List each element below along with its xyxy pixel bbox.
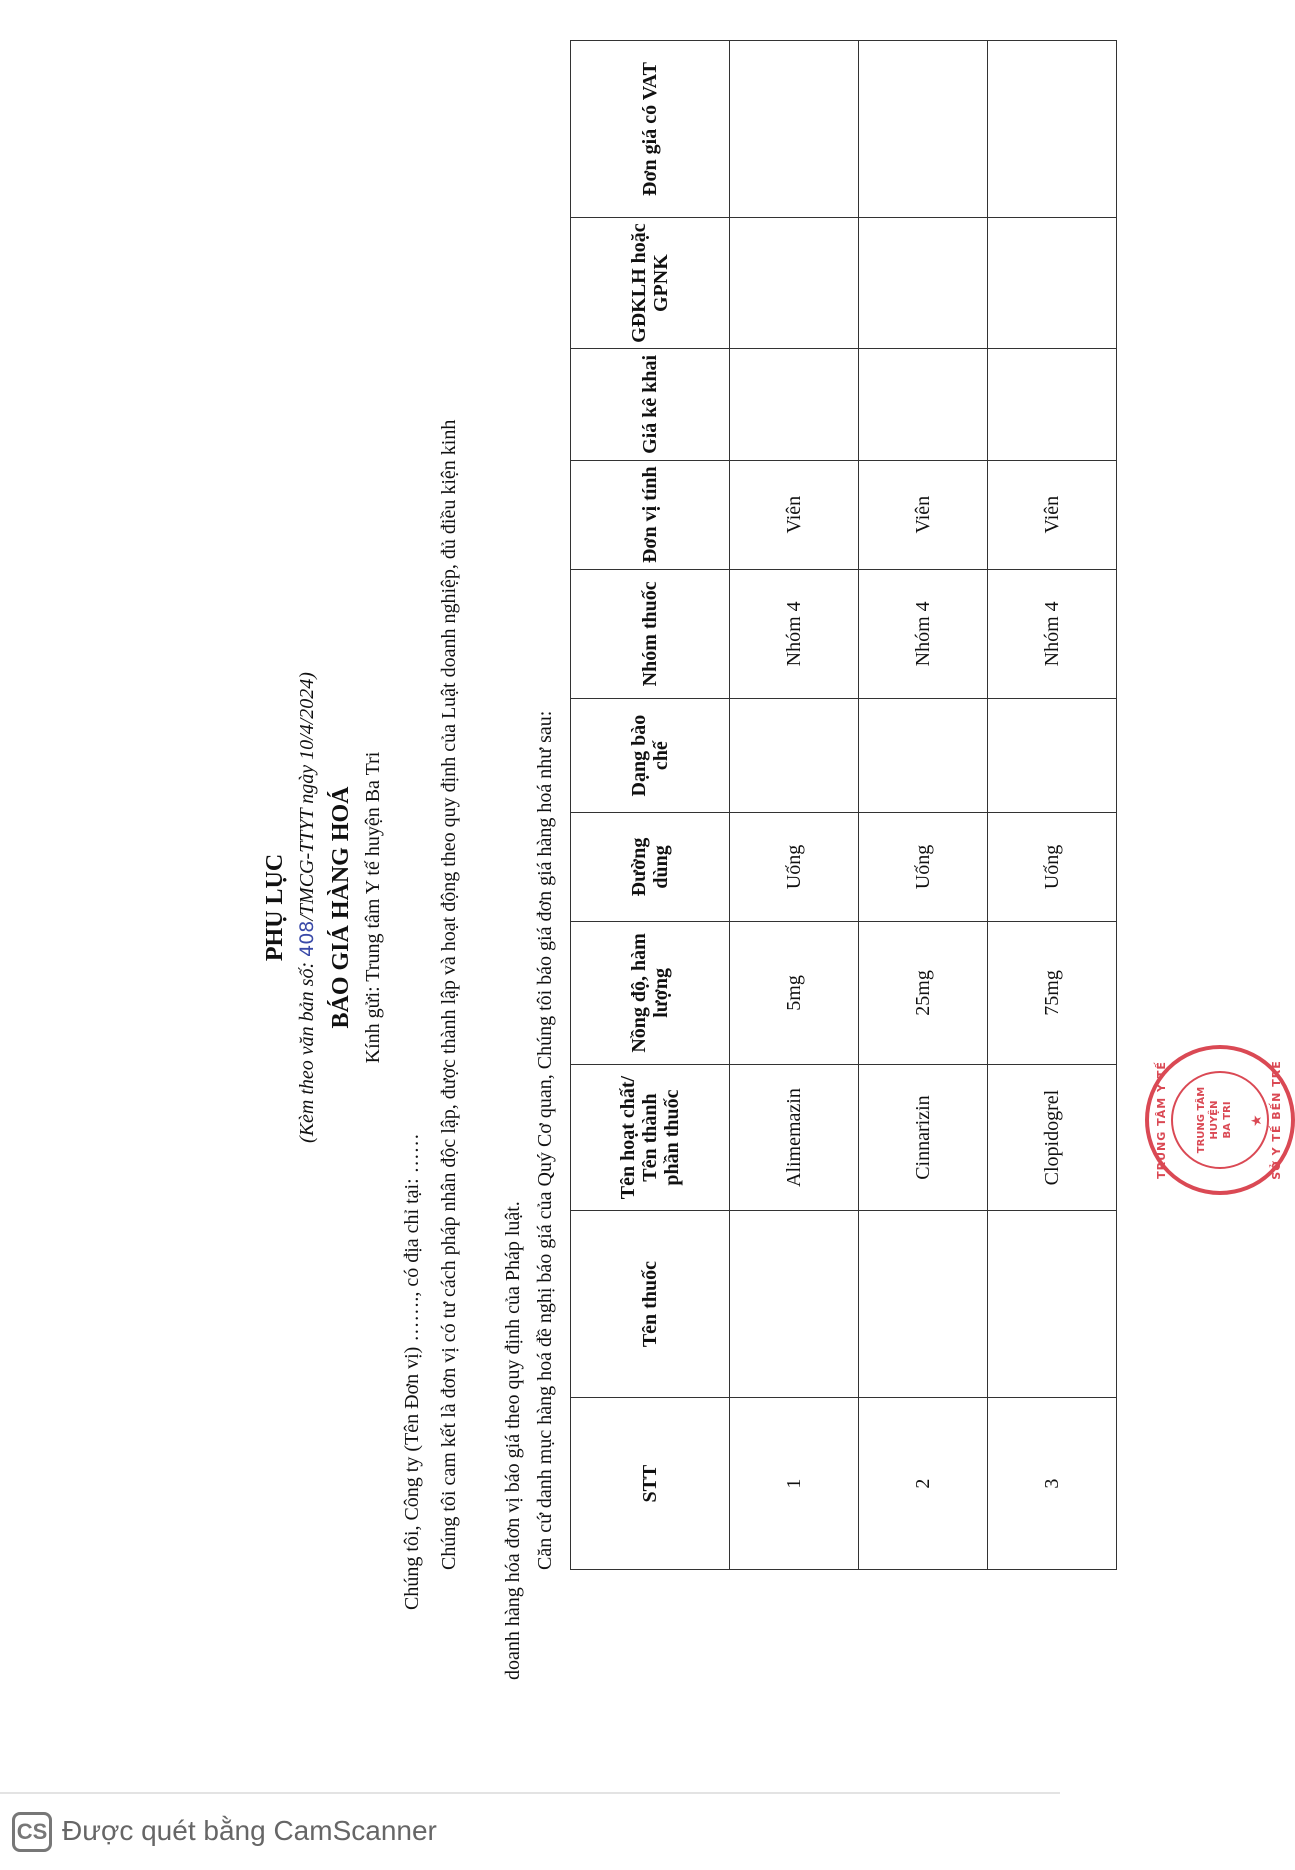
- cell-price-vat: [730, 41, 859, 218]
- header-stt: STT: [571, 1398, 730, 1570]
- cell-active-ingredient: Alimemazin: [730, 1065, 859, 1211]
- cell-drug-name: [988, 1210, 1117, 1397]
- cell-declared-price: [988, 349, 1117, 460]
- cell-dosage-form: [730, 698, 859, 812]
- seal-top-text: TRUNG TÂM Y TẾ: [1155, 1061, 1168, 1179]
- cell-route: Uống: [730, 813, 859, 921]
- header-drug-name: Tên thuốc: [571, 1210, 730, 1397]
- table-row: [859, 41, 988, 1570]
- basis-paragraph: Căn cứ danh mục hàng hoá đề nghị báo giá của Quý Cơ quan, Chúng tôi báo giá đơn giá hàng hoá như sau:: [534, 710, 556, 1570]
- cell-active-ingredient: Cinnarizin: [859, 1065, 988, 1211]
- cell-registration: [859, 218, 988, 349]
- seal-bottom-text: SỞ Y TẾ BẾN TRE: [1270, 1060, 1283, 1180]
- reference-line: [296, 135, 319, 1680]
- cell-declared-price: [859, 349, 988, 460]
- header-dosage-form: Dạng bào chế: [571, 698, 730, 812]
- header-declared-price: Giá kê khai: [571, 349, 730, 460]
- cell-dosage-form: [988, 698, 1117, 812]
- cell-strength: 25mg: [859, 921, 988, 1065]
- commitment-continuation: doanh hàng hóa đơn vị báo giá theo quy định của Pháp luật.: [502, 1201, 524, 1680]
- cell-unit: Viên: [730, 460, 859, 569]
- cell-route: Uống: [988, 813, 1117, 921]
- table-row: [730, 41, 859, 1570]
- recipient-line: Kính gửi: Trung tâm Y tế huyện Ba Tri: [362, 751, 384, 1064]
- cell-drug-name: [859, 1210, 988, 1397]
- cell-drug-group: Nhóm 4: [988, 569, 1117, 698]
- cell-route: Uống: [859, 813, 988, 921]
- seal-center-line: HUYỆN: [1209, 1100, 1220, 1140]
- reference-prefix: (Kèm theo văn bản số:: [296, 956, 318, 1143]
- price-quote-table: [570, 40, 1117, 1570]
- camscanner-watermark: Được quét bằng CamScanner: [62, 1815, 437, 1846]
- header-registration: GĐKLH hoặc GPNK: [571, 218, 730, 349]
- appendix-title: PHỤ LỤC: [262, 853, 288, 962]
- header-strength: Nồng độ, hàm lượng: [571, 921, 730, 1065]
- cell-stt: 3: [988, 1398, 1117, 1570]
- header-route: Đường dùng: [571, 813, 730, 921]
- handwritten-doc-number: 408: [296, 920, 318, 957]
- commitment-paragraph: Chúng tôi cam kết là đơn vị có tư cách pháp nhân độc lập, được thành lập và hoạt động theo quy định của Luật doanh nghiệp, đủ điều kiện kinh: [438, 419, 460, 1570]
- cell-price-vat: [859, 41, 988, 218]
- table-header-row: [571, 41, 730, 1570]
- header-active-ingredient: Tên hoạt chất/ Tên thành phần thuốc: [571, 1065, 730, 1211]
- table-row: [988, 41, 1117, 1570]
- seal-center-line: TRUNG TÂM: [1196, 1086, 1207, 1154]
- footer-divider: [0, 1792, 1060, 1794]
- cell-unit: Viên: [859, 460, 988, 569]
- cell-active-ingredient: Clopidogrel: [988, 1065, 1117, 1211]
- reference-suffix: /TMCG-TTYT ngày 10/4/2024): [296, 672, 318, 921]
- cell-strength: 75mg: [988, 921, 1117, 1065]
- cell-price-vat: [988, 41, 1117, 218]
- cell-strength: 5mg: [730, 921, 859, 1065]
- cell-drug-name: [730, 1210, 859, 1397]
- document-body: [250, 62, 1063, 1680]
- camscanner-logo-icon: CS: [12, 1812, 52, 1852]
- cell-unit: Viên: [988, 460, 1117, 569]
- seal-center-text: [1195, 1049, 1234, 1191]
- header-drug-group: Nhóm thuốc: [571, 569, 730, 698]
- cell-declared-price: [730, 349, 859, 460]
- cell-stt: 2: [859, 1398, 988, 1570]
- cell-stt: 1: [730, 1398, 859, 1570]
- seal-center-line: BA TRI: [1222, 1101, 1233, 1139]
- cell-registration: [988, 218, 1117, 349]
- seal-star-icon: ★: [1249, 1114, 1265, 1127]
- intro-paragraph: Chúng tôi, Công ty (Tên Đơn vị) ……., có địa chỉ tại: ……: [401, 1133, 423, 1610]
- cell-dosage-form: [859, 698, 988, 812]
- cell-drug-group: Nhóm 4: [730, 569, 859, 698]
- cell-drug-group: Nhóm 4: [859, 569, 988, 698]
- header-unit: Đơn vị tính: [571, 460, 730, 569]
- official-seal: [1145, 1045, 1295, 1195]
- cell-registration: [730, 218, 859, 349]
- header-price-vat: Đơn giá có VAT: [571, 41, 730, 218]
- quotation-title: BÁO GIÁ HÀNG HOÁ: [328, 786, 354, 1029]
